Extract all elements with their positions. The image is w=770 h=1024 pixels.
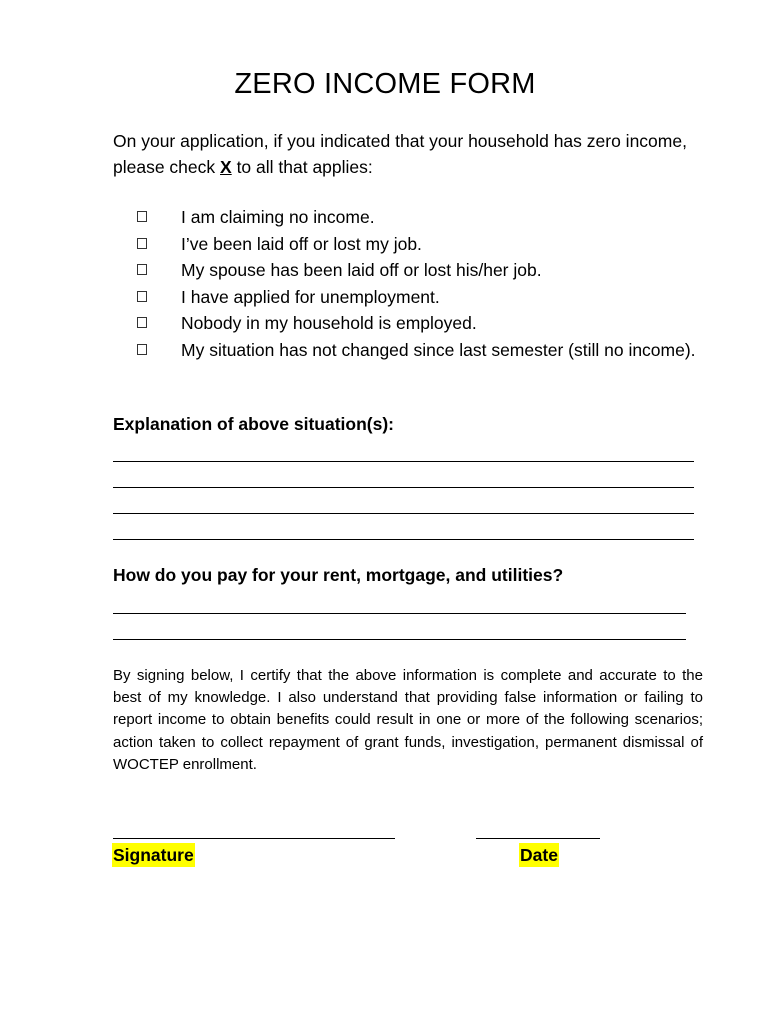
option-item: [113, 204, 713, 231]
date-label: Date: [520, 845, 558, 865]
option-label: My situation has not changed since last semester (still no income).: [181, 339, 696, 360]
explanation-line[interactable]: [113, 436, 694, 462]
option-checkbox[interactable]: [137, 317, 147, 328]
payment-lines[interactable]: [113, 588, 686, 640]
payment-line[interactable]: [113, 588, 686, 614]
option-checkbox[interactable]: [137, 211, 147, 222]
option-checkbox[interactable]: [137, 291, 147, 302]
date-line[interactable]: [476, 838, 600, 839]
explanation-heading: Explanation of above situation(s):: [113, 414, 394, 434]
intro-text-before: On your application, if you indicated that your household has zero income, please check: [113, 131, 687, 177]
explanation-lines[interactable]: [113, 436, 694, 540]
option-item: [113, 257, 713, 284]
option-item: [113, 231, 713, 258]
form-title: ZERO INCOME FORM: [234, 68, 536, 100]
option-label: I’ve been laid off or lost my job.: [181, 233, 422, 254]
option-item: [113, 284, 713, 311]
option-label: Nobody in my household is employed.: [181, 313, 477, 333]
option-label: My spouse has been laid off or lost his/her job.: [181, 260, 542, 280]
option-label: I have applied for unemployment.: [181, 286, 440, 307]
explanation-line[interactable]: [113, 514, 694, 540]
explanation-line[interactable]: [113, 488, 694, 514]
certification-text: By signing below, I certify that the above information is complete and accurate to the best of my knowledge. I also understand that providing false information or failing to report income to obtain benefits could result in one or more of the following scenarios; action taken to collect repayment of grant funds, investigation, permanent dismissal of WOCTEP enrollment.: [113, 667, 703, 773]
option-checkbox[interactable]: [137, 264, 147, 275]
option-label: I am claiming no income.: [181, 207, 375, 227]
signature-label: Signature: [113, 845, 194, 865]
payment-line[interactable]: [113, 614, 686, 640]
intro-text-after: to all that applies:: [231, 157, 373, 177]
intro-check-mark: X: [220, 157, 232, 177]
option-item: [113, 337, 713, 364]
option-checkbox[interactable]: [137, 344, 147, 355]
option-checkbox[interactable]: [137, 238, 147, 249]
payment-heading: How do you pay for your rent, mortgage, and utilities?: [113, 565, 564, 585]
signature-line[interactable]: [113, 838, 395, 839]
intro-text: [113, 128, 713, 180]
option-item: [113, 310, 713, 337]
options-list: [113, 204, 713, 363]
explanation-line[interactable]: [113, 462, 694, 488]
